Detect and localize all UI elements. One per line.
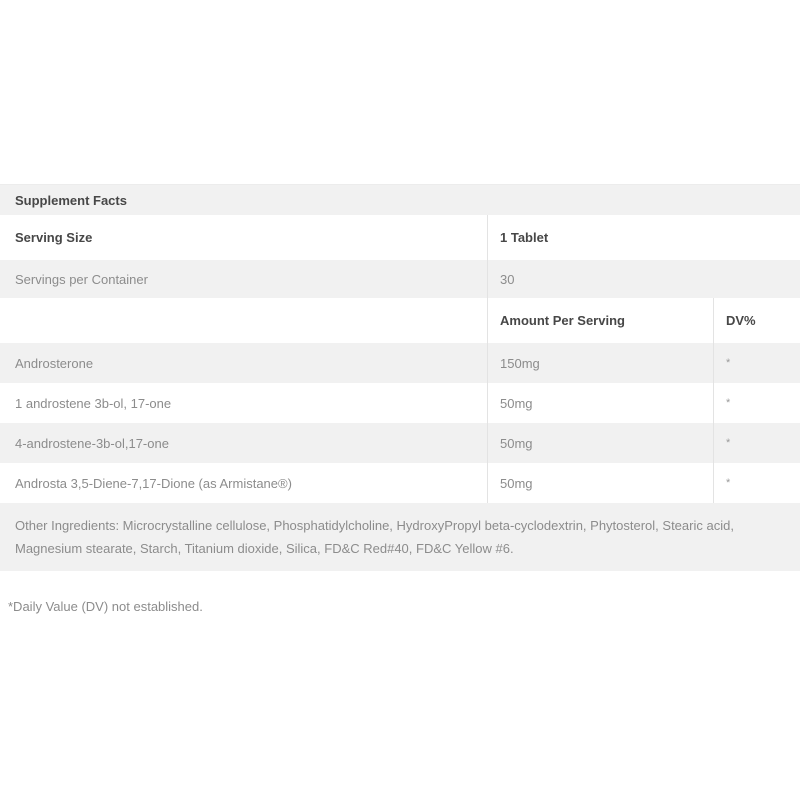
ingredient-row — [0, 423, 800, 463]
panel-title: Supplement Facts — [15, 192, 127, 208]
column-header-spacer — [0, 298, 487, 343]
ingredient-name: Androsta 3,5-Diene-7,17-Dione (as Armistane®) — [15, 475, 292, 491]
serving-size-label: Serving Size — [15, 230, 93, 245]
other-ingredients-text: Other Ingredients: Microcrystalline cellulose, Phosphatidylcholine, HydroxyPropyl beta-cyclodextrin, Phytosterol, Stearic acid, Magnesium stearate, Starch, Titanium dioxide, Silica, FD&C Red#40, FD&C Yellow #6. — [0, 503, 800, 571]
ingredient-amount: 50mg — [487, 383, 713, 423]
ingredient-dv: * — [713, 463, 800, 503]
ingredient-name: 1 androstene 3b-ol, 17-one — [15, 395, 172, 411]
ingredient-amount: 50mg — [487, 423, 713, 463]
ingredient-dv: * — [713, 343, 800, 383]
servings-per-container-label: Servings per Container — [15, 271, 148, 287]
supplement-facts-panel — [0, 184, 800, 614]
ingredient-dv: * — [713, 383, 800, 423]
daily-value-footnote: *Daily Value (DV) not established. — [8, 599, 203, 614]
ingredient-amount: 150mg — [487, 343, 713, 383]
title-row — [0, 185, 800, 215]
ingredient-row — [0, 383, 800, 423]
ingredient-dv: * — [713, 423, 800, 463]
servings-per-container-row — [0, 260, 800, 298]
ingredient-name: 4-androstene-3b-ol,17-one — [15, 435, 169, 451]
dv-percent-header: DV% — [713, 298, 800, 343]
ingredient-row — [0, 463, 800, 503]
amount-per-serving-header: Amount Per Serving — [487, 298, 713, 343]
serving-size-value: 1 Tablet — [487, 215, 800, 260]
servings-per-container-value: 30 — [487, 260, 800, 298]
ingredient-amount: 50mg — [487, 463, 713, 503]
ingredient-name: Androsterone — [15, 355, 94, 371]
serving-size-row — [0, 215, 800, 260]
ingredient-row — [0, 343, 800, 383]
column-header-row — [0, 298, 800, 343]
